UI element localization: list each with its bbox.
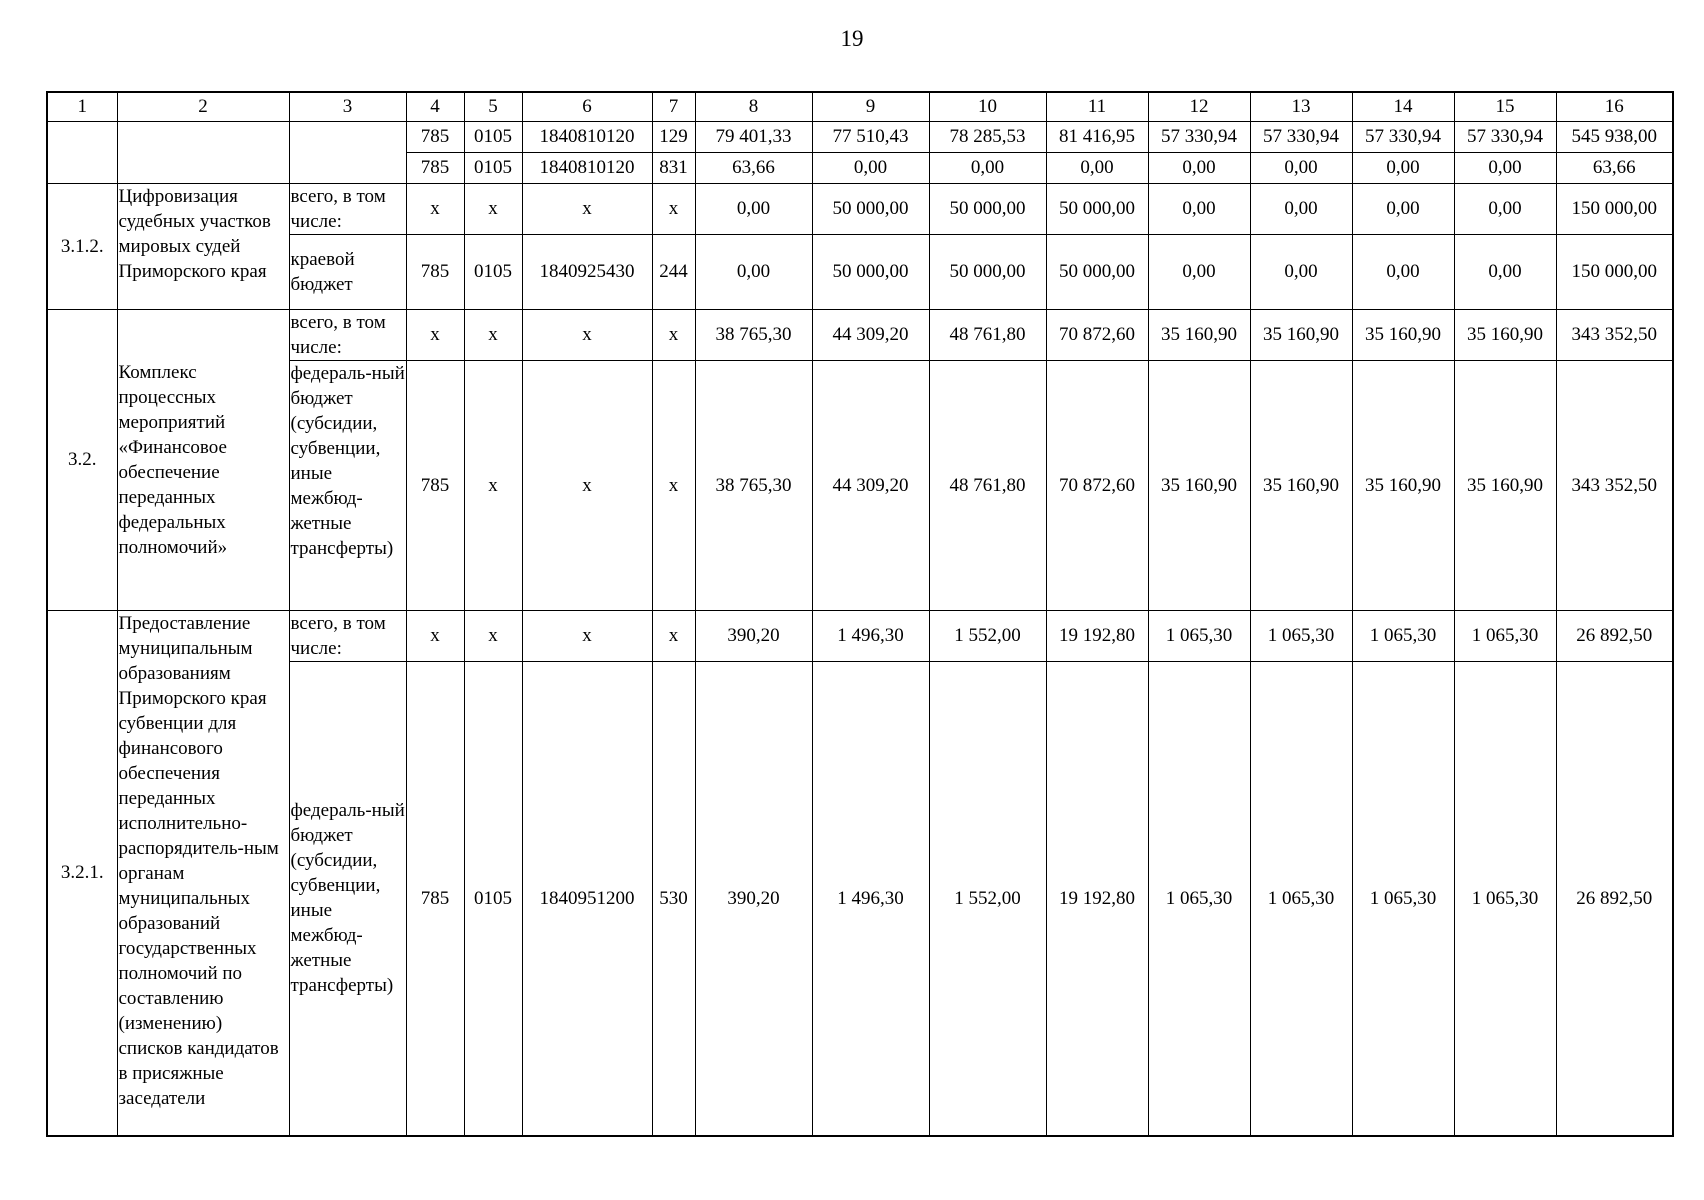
table-cell: 57 330,94 xyxy=(1454,121,1556,152)
table-cell: 1 065,30 xyxy=(1352,661,1454,1136)
table-cell: 78 285,53 xyxy=(929,121,1046,152)
table-cell: 0105 xyxy=(464,661,522,1136)
table-cell: x xyxy=(522,610,652,661)
table-cell: 50 000,00 xyxy=(812,234,929,309)
table-cell: x xyxy=(464,610,522,661)
table-cell: 35 160,90 xyxy=(1454,360,1556,610)
row-number: 3.2. xyxy=(47,309,117,610)
table-cell: 50 000,00 xyxy=(1046,234,1148,309)
empty-cell xyxy=(289,121,406,183)
header-cell: 5 xyxy=(464,92,522,121)
table-cell: 1 065,30 xyxy=(1148,661,1250,1136)
table-cell: 0,00 xyxy=(695,183,812,234)
table-cell: x xyxy=(464,183,522,234)
table-cell: 785 xyxy=(406,661,464,1136)
table-cell: x xyxy=(522,183,652,234)
table-cell: 1 552,00 xyxy=(929,661,1046,1136)
table-cell: 57 330,94 xyxy=(1148,121,1250,152)
table-cell: 343 352,50 xyxy=(1556,360,1673,610)
table-cell: 1 496,30 xyxy=(812,610,929,661)
table-cell: 57 330,94 xyxy=(1250,121,1352,152)
table-cell: 50 000,00 xyxy=(929,183,1046,234)
table-cell: 57 330,94 xyxy=(1352,121,1454,152)
empty-cell xyxy=(117,121,289,183)
table-cell: 0105 xyxy=(464,234,522,309)
page-number: 19 xyxy=(840,26,864,51)
header-cell: 8 xyxy=(695,92,812,121)
event-name: Предоставление муниципальным образованиям Приморского края субвенции для финансового обеспечения переданных исполнительно-распорядитель-ным органам муниципальных образований государственных полномочий по составлению (изменению) списков кандидатов в присяжные заседатели xyxy=(117,610,289,1136)
table-cell: 44 309,20 xyxy=(812,360,929,610)
table-cell: 63,66 xyxy=(695,152,812,183)
table-cell: 785 xyxy=(406,152,464,183)
header-cell: 11 xyxy=(1046,92,1148,121)
empty-cell xyxy=(47,121,117,183)
table-cell: 1840810120 xyxy=(522,152,652,183)
table-cell: 785 xyxy=(406,234,464,309)
table-cell: x xyxy=(406,610,464,661)
table-row xyxy=(47,183,1673,234)
table-cell: 19 192,80 xyxy=(1046,661,1148,1136)
table-cell: 0,00 xyxy=(1046,152,1148,183)
funding-source: всего, в том числе: xyxy=(289,183,406,234)
header-cell: 13 xyxy=(1250,92,1352,121)
table-cell: 0,00 xyxy=(1454,152,1556,183)
table-cell: 0,00 xyxy=(1148,234,1250,309)
table-cell: 1 496,30 xyxy=(812,661,929,1136)
table-cell: 1840951200 xyxy=(522,661,652,1136)
header-cell: 2 xyxy=(117,92,289,121)
table-cell: 77 510,43 xyxy=(812,121,929,152)
table-cell: 1 065,30 xyxy=(1454,661,1556,1136)
table-cell: 0,00 xyxy=(812,152,929,183)
header-cell: 6 xyxy=(522,92,652,121)
funding-source: краевой бюджет xyxy=(289,234,406,309)
header-cell: 9 xyxy=(812,92,929,121)
table-cell: 831 xyxy=(652,152,695,183)
table-row xyxy=(47,234,1673,309)
table-cell: 38 765,30 xyxy=(695,309,812,360)
table-cell: 79 401,33 xyxy=(695,121,812,152)
table-cell: 1 552,00 xyxy=(929,610,1046,661)
table-cell: 390,20 xyxy=(695,610,812,661)
table-cell: 1 065,30 xyxy=(1454,610,1556,661)
table-cell: x xyxy=(652,610,695,661)
table-cell: x xyxy=(652,309,695,360)
table-cell: 50 000,00 xyxy=(929,234,1046,309)
table-cell: 35 160,90 xyxy=(1352,309,1454,360)
table-cell: 0,00 xyxy=(1352,234,1454,309)
table-cell: 0,00 xyxy=(1454,234,1556,309)
table-cell: 70 872,60 xyxy=(1046,360,1148,610)
table-cell: 50 000,00 xyxy=(812,183,929,234)
table-cell: 35 160,90 xyxy=(1148,309,1250,360)
table-cell: 150 000,00 xyxy=(1556,234,1673,309)
table-cell: x xyxy=(406,309,464,360)
header-cell: 3 xyxy=(289,92,406,121)
event-name: Цифровизация судебных участков мировых судей Приморского края xyxy=(117,183,289,309)
header-cell: 16 xyxy=(1556,92,1673,121)
table-cell: 0,00 xyxy=(1148,183,1250,234)
table-cell: 0105 xyxy=(464,121,522,152)
table-cell: 44 309,20 xyxy=(812,309,929,360)
table-cell: x xyxy=(522,309,652,360)
budget-table xyxy=(46,91,1674,1137)
table-cell: x xyxy=(464,360,522,610)
table-cell: 35 160,90 xyxy=(1454,309,1556,360)
table-cell: 390,20 xyxy=(695,661,812,1136)
table-cell: 0,00 xyxy=(1352,152,1454,183)
funding-source: федераль-ный бюджет (субсидии, субвенции, иные межбюд-жетные трансферты) xyxy=(289,360,406,610)
table-row xyxy=(47,661,1673,1136)
row-number: 3.1.2. xyxy=(47,183,117,309)
row-number: 3.2.1. xyxy=(47,610,117,1136)
table-cell: 81 416,95 xyxy=(1046,121,1148,152)
table-cell: 545 938,00 xyxy=(1556,121,1673,152)
table-cell: 35 160,90 xyxy=(1148,360,1250,610)
header-cell: 12 xyxy=(1148,92,1250,121)
table-cell: 1 065,30 xyxy=(1148,610,1250,661)
table-cell: 0105 xyxy=(464,152,522,183)
table-cell: x xyxy=(652,360,695,610)
table-cell: 785 xyxy=(406,121,464,152)
table-cell: 50 000,00 xyxy=(1046,183,1148,234)
table-row xyxy=(47,309,1673,360)
table-cell: x xyxy=(522,360,652,610)
header-cell: 7 xyxy=(652,92,695,121)
table-cell: 150 000,00 xyxy=(1556,183,1673,234)
event-name: Комплекс процессных мероприятий «Финансовое обеспечение переданных федеральных полномочий» xyxy=(117,309,289,610)
table-cell: 530 xyxy=(652,661,695,1136)
table-cell: x xyxy=(652,183,695,234)
table-cell: 343 352,50 xyxy=(1556,309,1673,360)
table-cell: 35 160,90 xyxy=(1250,360,1352,610)
table-cell: 0,00 xyxy=(695,234,812,309)
header-cell: 1 xyxy=(47,92,117,121)
table-cell: 0,00 xyxy=(1148,152,1250,183)
table-cell: 63,66 xyxy=(1556,152,1673,183)
table-cell: 1 065,30 xyxy=(1250,661,1352,1136)
table-cell: 26 892,50 xyxy=(1556,610,1673,661)
table-cell: 48 761,80 xyxy=(929,360,1046,610)
table-cell: 244 xyxy=(652,234,695,309)
header-cell: 15 xyxy=(1454,92,1556,121)
table-cell: 1840925430 xyxy=(522,234,652,309)
table-cell: 0,00 xyxy=(1454,183,1556,234)
table-cell: 1 065,30 xyxy=(1352,610,1454,661)
header-cell: 10 xyxy=(929,92,1046,121)
funding-source: федераль-ный бюджет (субсидии, субвенции, иные межбюд-жетные трансферты) xyxy=(289,661,406,1136)
table-cell: 1 065,30 xyxy=(1250,610,1352,661)
table-row xyxy=(47,360,1673,610)
table-cell: 38 765,30 xyxy=(695,360,812,610)
table-cell: 785 xyxy=(406,360,464,610)
table-row xyxy=(47,121,1673,152)
header-cell: 4 xyxy=(406,92,464,121)
table-cell: 1840810120 xyxy=(522,121,652,152)
table-cell: 26 892,50 xyxy=(1556,661,1673,1136)
table-cell: 0,00 xyxy=(1250,152,1352,183)
table-cell: 0,00 xyxy=(1250,183,1352,234)
table-cell: x xyxy=(464,309,522,360)
table-cell: 0,00 xyxy=(929,152,1046,183)
header-row xyxy=(47,92,1673,121)
table-cell: 70 872,60 xyxy=(1046,309,1148,360)
table-cell: 0,00 xyxy=(1250,234,1352,309)
table-cell: x xyxy=(406,183,464,234)
table-cell: 0,00 xyxy=(1352,183,1454,234)
funding-source: всего, в том числе: xyxy=(289,309,406,360)
table-row xyxy=(47,610,1673,661)
table-cell: 19 192,80 xyxy=(1046,610,1148,661)
table-cell: 129 xyxy=(652,121,695,152)
table-cell: 48 761,80 xyxy=(929,309,1046,360)
funding-source: всего, в том числе: xyxy=(289,610,406,661)
table-cell: 35 160,90 xyxy=(1250,309,1352,360)
header-cell: 14 xyxy=(1352,92,1454,121)
table-cell: 35 160,90 xyxy=(1352,360,1454,610)
